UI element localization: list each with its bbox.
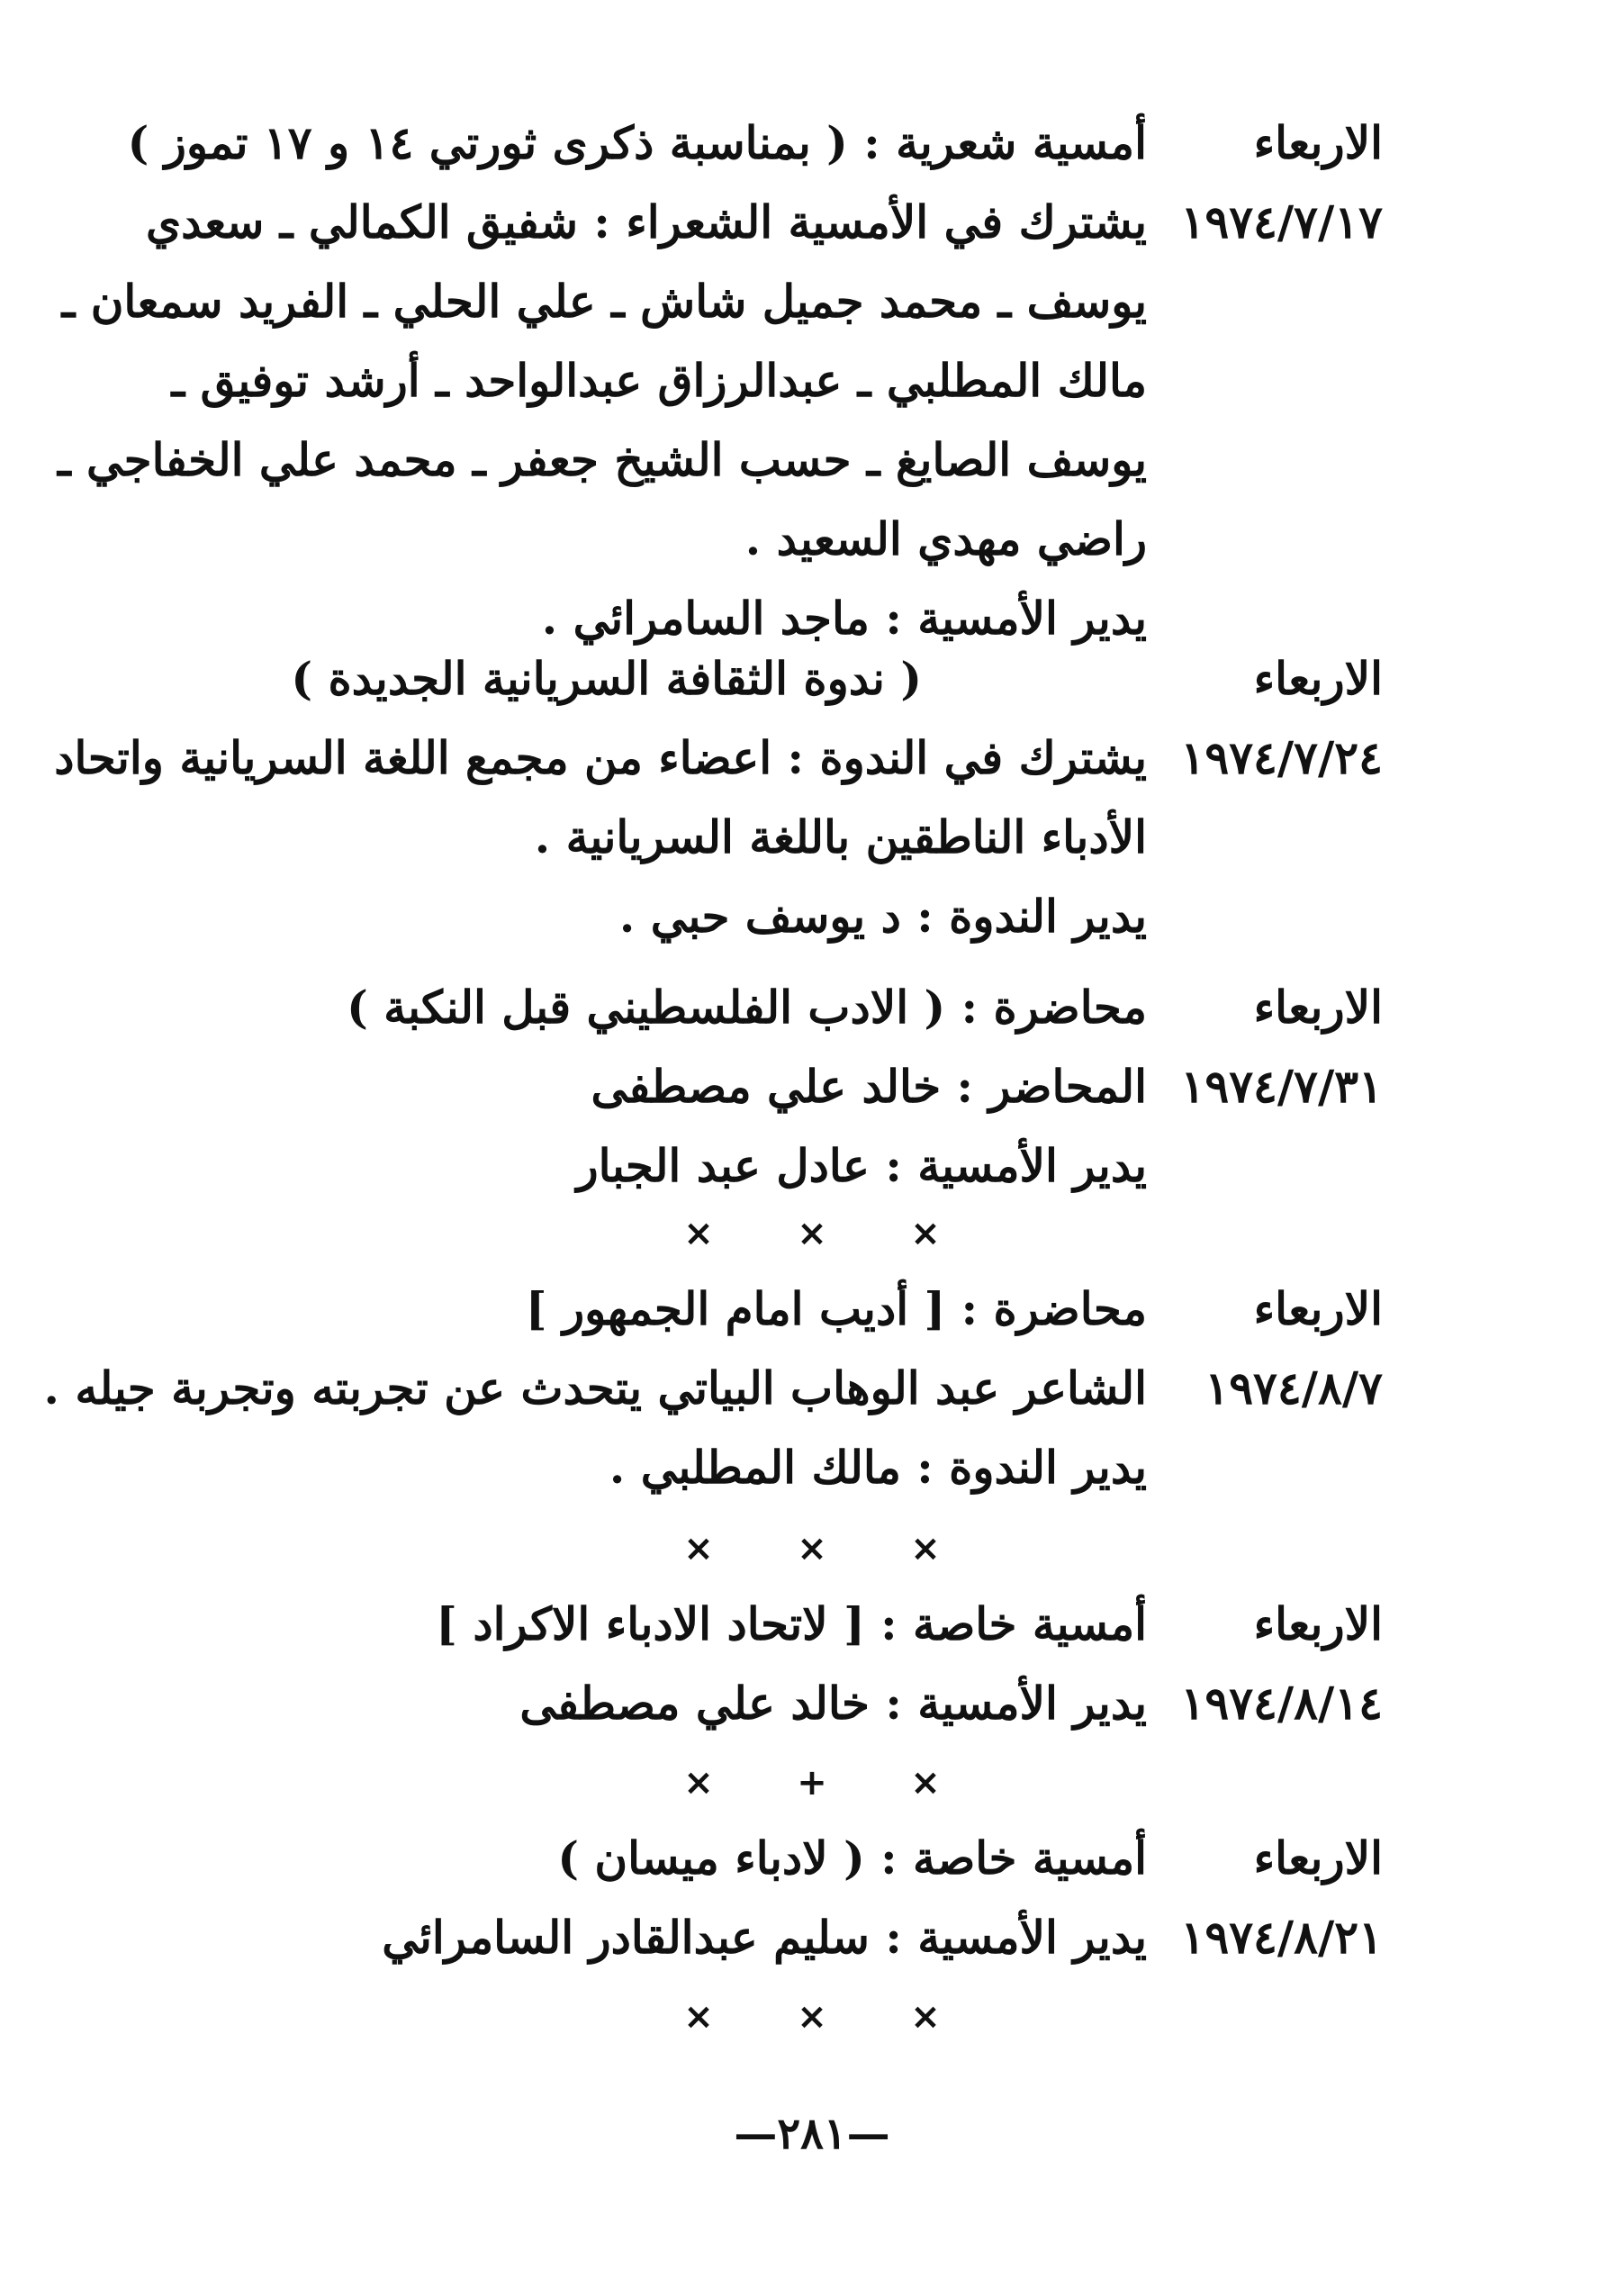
entry-moderator: يدير الأمسية : سليم عبدالقادر السامرائي <box>382 1911 1147 1964</box>
entry-line: مالك المطلبي ـ عبدالرزاق عبدالواحد ـ أرشد توفيق ـ <box>171 354 1147 407</box>
separator <box>0 1517 1624 1580</box>
entry-moderator: يدير الأمسية : خالد علي مصطفى <box>519 1677 1147 1730</box>
entry-title: أمسية خاصة : ( لادباء ميسان ) <box>557 1831 1147 1885</box>
separator <box>0 1751 1624 1814</box>
separator-mark: × <box>797 1996 827 2038</box>
entry-moderator: يدير الأمسية : ماجد السامرائي . <box>541 592 1147 645</box>
separator-mark: × <box>797 1213 827 1254</box>
separator-mark: × <box>683 1528 714 1569</box>
separator-mark: × <box>683 1996 714 2038</box>
entry-line: راضي مهدي السعيد . <box>744 512 1147 565</box>
entry-title: أمسية خاصة : [ لاتحاد الادباء الاكراد ] <box>436 1597 1147 1650</box>
entry-day: الاربعاء <box>1253 1597 1383 1650</box>
separator-mark: × <box>683 1213 714 1254</box>
entry-lecturer: المحاضر : خالد علي مصطفى <box>591 1060 1147 1113</box>
separator-mark: × <box>683 1762 714 1803</box>
entry-day: الاربعاء <box>1253 981 1383 1034</box>
page-number: —٢٨١— <box>734 2109 890 2159</box>
entry-title: محاضرة : [ أديب امام الجمهور ] <box>525 1282 1147 1335</box>
separator-mark: + <box>797 1762 827 1803</box>
entry-moderator: يدير الأمسية : عادل عبد الجبار <box>576 1139 1147 1192</box>
entry-date: ١٩٧٤/٨/٧ <box>1204 1361 1383 1415</box>
separator-mark: × <box>910 1996 941 2038</box>
entry-day: الاربعاء <box>1253 116 1383 169</box>
entry-line: يوسف الصايغ ـ حسب الشيخ جعفر ـ محمد علي الخفاجي ـ <box>57 433 1147 486</box>
entry-date: ١٩٧٤/٧/٢٤ <box>1180 731 1383 784</box>
separator <box>0 1985 1624 2048</box>
entry-line: يشترك في الندوة : اعضاء من مجمع اللغة السريانية واتحاد <box>54 731 1147 784</box>
entry-line: الشاعر عبد الوهاب البياتي يتحدث عن تجربته وتجربة جيله . <box>43 1361 1147 1415</box>
entry-line: الأدباء الناطقين باللغة السريانية . <box>534 810 1147 863</box>
entry-date: ١٩٧٤/٧/٣١ <box>1180 1060 1383 1113</box>
entry-date: ١٩٧٤/٨/١٤ <box>1180 1677 1383 1730</box>
entry-day: الاربعاء <box>1253 652 1383 705</box>
entry-date: ١٩٧٤/٨/٢١ <box>1180 1911 1383 1964</box>
entry-moderator: يدير الندوة : مالك المطلبي . <box>609 1441 1147 1494</box>
separator-mark: × <box>910 1213 941 1254</box>
entry-day: الاربعاء <box>1253 1282 1383 1335</box>
entry-date: ١٩٧٤/٧/١٧ <box>1180 195 1383 249</box>
entry-line: يوسف ـ محمد جميل شاش ـ علي الحلي ـ الفريد سمعان ـ <box>61 275 1147 328</box>
entry-title: أمسية شعرية : ( بمناسبة ذكرى ثورتي ١٤ و ١٧ تموز ) <box>127 116 1147 169</box>
entry-day: الاربعاء <box>1253 1831 1383 1885</box>
entry-line: يشترك في الأمسية الشعراء : شفيق الكمالي ـ سعدي <box>145 195 1147 249</box>
entry-title: محاضرة : ( الادب الفلسطيني قبل النكبة ) <box>347 981 1147 1034</box>
entry-moderator: يدير الندوة : د يوسف حبي . <box>618 890 1147 943</box>
entry-title: ( ندوة الثقافة السريانية الجديدة ) <box>291 652 922 705</box>
separator <box>0 1202 1624 1265</box>
separator-mark: × <box>910 1762 941 1803</box>
separator-mark: × <box>797 1528 827 1569</box>
separator-mark: × <box>910 1528 941 1569</box>
